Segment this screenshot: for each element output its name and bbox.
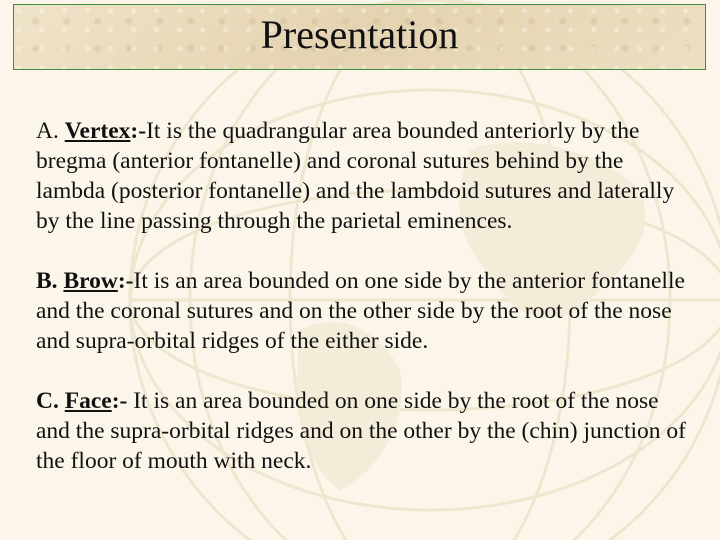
title-bar [13, 4, 706, 70]
paragraph-face [36, 386, 696, 476]
paragraph-marker: C. [36, 388, 65, 414]
term-separator: :- [111, 388, 134, 414]
paragraph-text: It is the quadrangular area bounded anteriorly by the bregma (anterior fontanelle) and coronal sutures behind by the lambda (posterior fontanelle) and the lambdoid sutures and laterally by the line passing through the parietal eminences. [36, 118, 675, 234]
paragraph-marker: B. [36, 268, 64, 294]
page-title: Presentation [260, 12, 459, 57]
term-separator: :- [117, 268, 134, 294]
content-body [36, 116, 696, 506]
paragraph-marker: A. [36, 118, 65, 144]
term-face: Face [64, 388, 112, 414]
paragraph-text: It is an area bounded on one side by the anterior fontanelle and the coronal sutures and on the other side by the root of the nose and supra-orbital ridges of the either side. [36, 268, 685, 354]
paragraph-vertex [36, 116, 696, 236]
term-brow: Brow [63, 268, 118, 294]
term-vertex: Vertex [64, 118, 131, 144]
paragraph-brow [36, 266, 696, 356]
term-separator: :- [130, 118, 147, 144]
paragraph-text: It is an area bounded on one side by the root of the nose and the supra-orbital ridges and on the other by the (chin) junction of the floor of mouth with neck. [36, 388, 686, 474]
